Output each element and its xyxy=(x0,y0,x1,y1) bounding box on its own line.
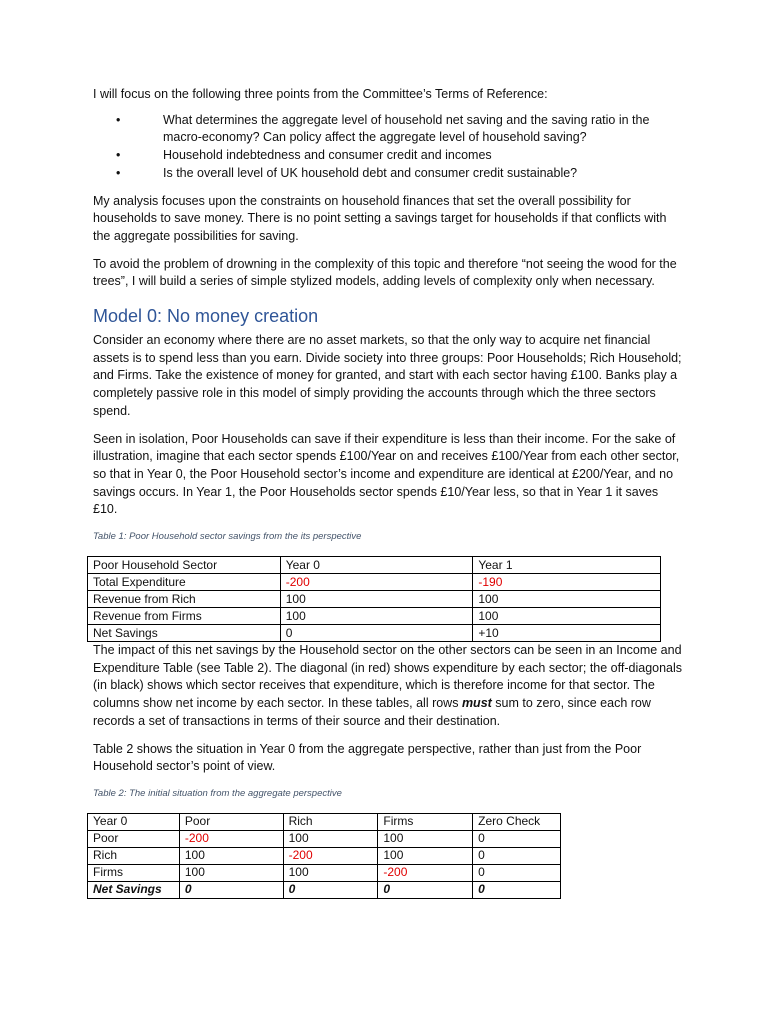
table1-caption: Table 1: Poor Household sector savings from the its perspective xyxy=(93,531,362,543)
terms-of-reference-list xyxy=(93,112,683,183)
approach-paragraph: To avoid the problem of drowning in the complexity of this topic and therefore “not seeing the wood for the trees”, I will build a series of simple stylized models, adding levels of complexity only when necessary. xyxy=(93,256,677,289)
list-item: • What determines the aggregate level of household net saving and the saving ratio in the macro-economy? Can policy affect the aggregate level of household saving? xyxy=(116,112,650,145)
table-row: Net Savings 0 +10 xyxy=(88,625,661,642)
table2-caption: Table 2: The initial situation from the aggregate perspective xyxy=(93,787,342,799)
model-description-paragraph: Consider an economy where there are no asset markets, so that the only way to acquire net financial assets is to spend less than you earn. Divide society into three groups: Poor Households; Rich Household; and Firms. Take the existence of money for granted, and start with each sector having £100. Banks play a completely passive role in this model of simply providing the accounts through which the three sectors spend. xyxy=(93,333,682,418)
aggregate-table xyxy=(87,813,561,899)
list-item: • Household indebtedness and consumer credit and incomes xyxy=(93,147,683,165)
illustration-paragraph: Seen in isolation, Poor Households can save if their expenditure is less than their income. For the sake of illustration, imagine that each sector spends £100/Year on and receives £100/Year from each other sector, so that in Year 0, the Poor Household sector’s income and expenditure are identical at £200/Year, and no savings occurs. In Year 1, the Poor Households sector spends £10/Year less, so that in Year 1 it saves £10. xyxy=(93,431,680,517)
table-row: Firms 100 100 -200 0 xyxy=(88,864,561,881)
analysis-paragraph: My analysis focuses upon the constraints on household finances that set the overall possibility for households to save money. There is no point setting a savings target for households if that conflicts with the aggregate possibilities for saving. xyxy=(93,193,667,243)
impact-paragraph: The impact of this net savings by the Household sector on the other sectors can be seen in an Income and Expenditure Table (see Table 2). The diagonal (in red) shows expenditure by each sector; the off-diagonals (in black) shows which sector receives that expenditure, which is therefore income for that sector. The columns show net income by each sector. In these tables, all rows must sum to zero, since each row records a set of transactions in terms of their source and their destination. xyxy=(93,643,683,728)
table-row: Rich 100 -200 100 0 xyxy=(88,847,561,864)
table-row: Total Expenditure -200 -190 xyxy=(88,574,661,591)
table-header-row: Poor Household Sector Year 0 Year 1 xyxy=(88,557,661,574)
table-row: Revenue from Rich 100 100 xyxy=(88,591,661,608)
table-row: Poor -200 100 100 0 xyxy=(88,830,561,847)
bullet: • xyxy=(116,165,121,180)
bullet: • xyxy=(116,148,121,163)
emphasis: must xyxy=(461,696,492,711)
table-total-row: Net Savings 0 0 0 0 xyxy=(88,881,561,898)
table2-intro-paragraph: Table 2 shows the situation in Year 0 from the aggregate perspective, rather than just from the Poor Household sector’s point of view. xyxy=(93,741,642,774)
list-item: • Is the overall level of UK household debt and consumer credit sustainable? xyxy=(93,165,683,183)
section-heading: Model 0: No money creation xyxy=(93,306,319,327)
poor-household-table xyxy=(87,556,661,642)
bullet: • xyxy=(116,112,121,127)
document-page xyxy=(93,86,683,899)
table-row: Revenue from Firms 100 100 xyxy=(88,608,661,625)
intro-paragraph: I will focus on the following three points from the Committee’s Terms of Reference: xyxy=(93,87,548,101)
table-header-row: Year 0 Poor Rich Firms Zero Check xyxy=(88,813,561,830)
